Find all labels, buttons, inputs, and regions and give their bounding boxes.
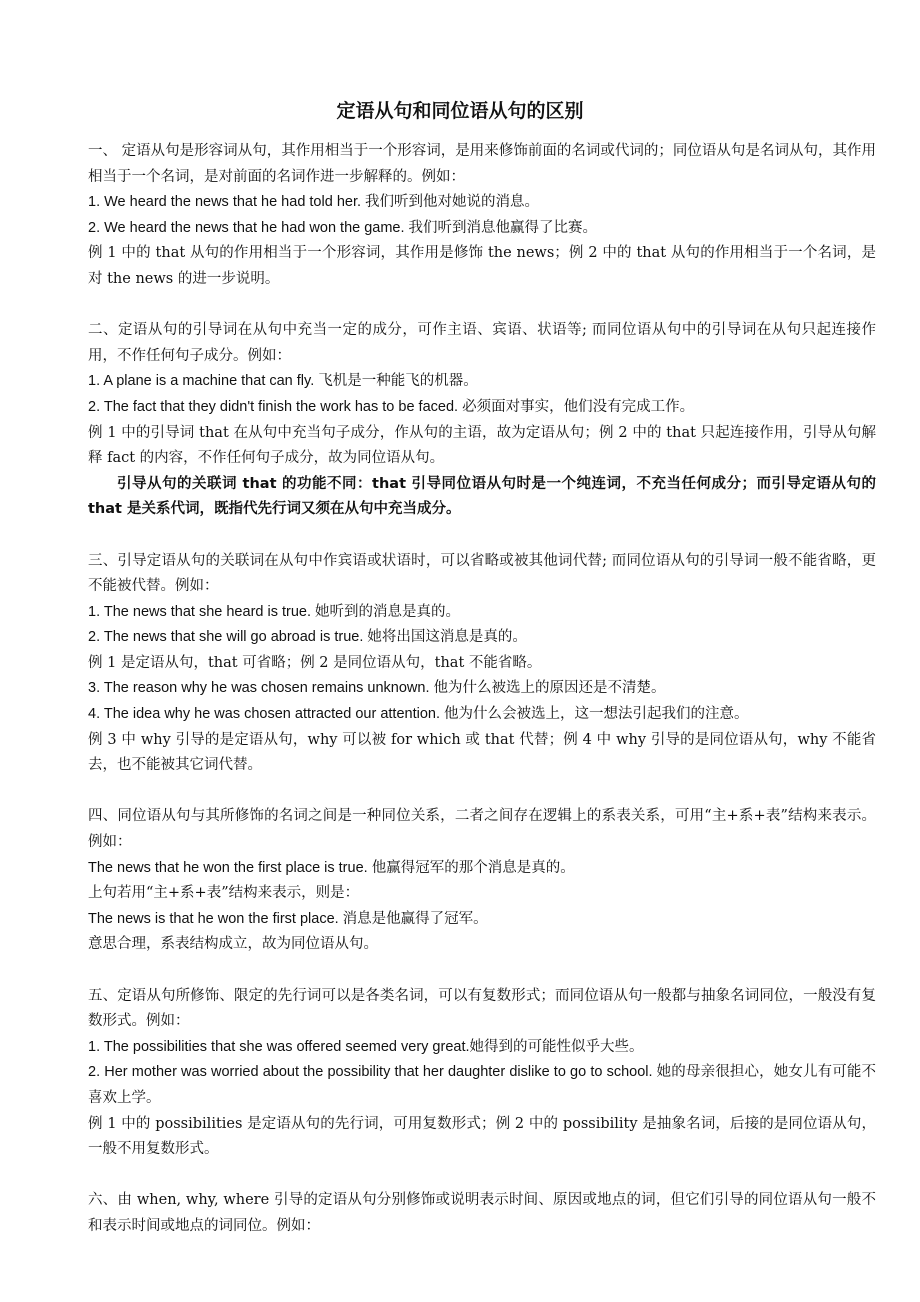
example-sentence: 2. The fact that they didn't finish the work has to be faced. 必须面对事实，他们没有完成工作。 xyxy=(88,398,695,415)
example-sentence: 1. A plane is a machine that can fly. 飞机是一种能飞的机器。 xyxy=(88,373,478,390)
example-sentence: 1. The possibilities that she was offered seemed very great.她得到的可能性似乎大些。 xyxy=(88,1038,644,1055)
paragraph: 一、 定语从句是形容词从句，其作用相当于一个形容词，是用来修饰前面的名词或代词的；同位语从句是名词从句，其作用相当于一个名词，是对前面的名词作进一步解释的。例如： xyxy=(88,143,876,185)
paragraph: 上句若用“主+系+表”结构来表示，则是： xyxy=(88,885,360,902)
section-gap xyxy=(88,293,876,319)
page-title: 定语从句和同位语从句的区别 xyxy=(336,100,584,122)
paragraph: 例 1 中的引导词 that 在从句中充当句子成分，作从句的主语，故为定语从句；例 2 中的 that 只起连接作用，引导从句解释 fact 的内容，不作任何句子成分，故为同位语从句。 xyxy=(88,424,876,467)
example-sentence: 1. We heard the news that he had told her. 我们听到他对她说的消息。 xyxy=(88,194,540,211)
section-gap xyxy=(88,1163,876,1189)
example-sentence: 4. The idea why he was chosen attracted our attention. 他为什么会被选上，这一想法引起我们的注意。 xyxy=(88,706,749,723)
paragraph: 五、定语从句所修饰、限定的先行词可以是各类名词，可以有复数形式；而同位语从句一般都与抽象名词同位，一般没有复数形式。例如： xyxy=(88,987,876,1030)
paragraph: 二、定语从句的引导词在从句中充当一定的成分，可作主语、宾语、状语等; 而同位语从句中的引导词在从句只起连接作用，不作任何句子成分。例如： xyxy=(88,322,876,364)
section-gap xyxy=(88,779,876,805)
paragraph: 例 3 中 why 引导的是定语从句，why 可以被 for which 或 that 代替；例 4 中 why 引导的是同位语从句，why 不能省去，也不能被其它词代替。 xyxy=(88,731,876,774)
paragraph: 三、引导定语从句的关联词在从句中作宾语或状语时，可以省略或被其他词代替; 而同位语从句的引导词一般不能省略，更不能被代替。例如： xyxy=(88,552,876,595)
example-sentence: The news that he won the first place is true. 他赢得冠军的那个消息是真的。 xyxy=(88,859,575,876)
paragraph: 意思合理，系表结构成立，故为同位语从句。 xyxy=(88,936,378,953)
example-sentence: 2. Her mother was worried about the possibility that her daughter dislike to go to school. 她的母亲很担心，她女儿有可能不喜欢上学。 xyxy=(88,1064,876,1106)
paragraph: 例 1 中的 possibilities 是定语从句的先行词，可用复数形式；例 2 中的 possibility 是抽象名词，后接的是同位语从句，一般不用复数形式。 xyxy=(88,1115,876,1158)
paragraph: 例 1 是定语从句，that 可省略；例 2 是同位语从句，that 不能省略。 xyxy=(88,654,542,671)
bold-note: 引导从句的关联词 that 的功能不同：that 引导同位语从句时是一个纯连词，不充当任何成分；而引导定语从句的 that 是关系代词，既指代先行词又须在从句中充当成分。 xyxy=(88,475,876,518)
paragraph: 例 1 中的 that 从句的作用相当于一个形容词，其作用是修饰 the news；例 2 中的 that 从句的作用相当于一个名词，是对 the news 的进一步说明。 xyxy=(88,245,876,287)
example-sentence: 2. We heard the news that he had won the game. 我们听到消息他赢得了比赛。 xyxy=(88,219,598,236)
paragraph: 四、同位语从句与其所修饰的名词之间是一种同位关系，二者之间存在逻辑上的系表关系，可用“主+系+表”结构来表示。例如： xyxy=(88,808,876,851)
example-sentence: 3. The reason why he was chosen remains unknown. 他为什么被选上的原因还是不清楚。 xyxy=(88,680,666,697)
section-gap xyxy=(88,958,876,984)
paragraph: 六、由 when, why, where 引导的定语从句分别修饰或说明表示时间、原因或地点的词，但它们引导的同位语从句一般不和表示时间或地点的词同位。例如： xyxy=(88,1192,876,1234)
example-sentence: The news is that he won the first place. 消息是他赢得了冠军。 xyxy=(88,910,488,927)
example-sentence: 1. The news that she heard is true. 她听到的消息是真的。 xyxy=(88,603,461,620)
example-sentence: 2. The news that she will go abroad is true. 她将出国这消息是真的。 xyxy=(88,629,527,646)
document-body xyxy=(88,139,876,1240)
section-gap xyxy=(88,523,876,549)
